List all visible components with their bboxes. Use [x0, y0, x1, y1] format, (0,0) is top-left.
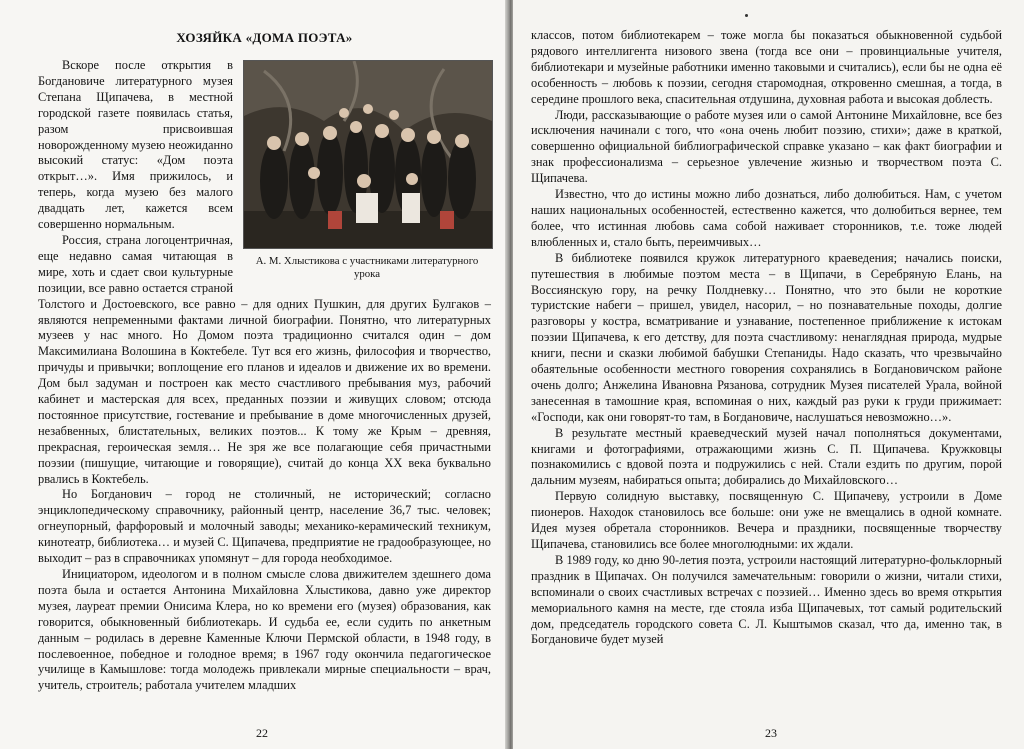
paragraph: В 1989 году, ко дню 90-летия поэта, устроили настоящий литературно-фольклорный праздник в Щипачах. Он получился замечательным: говорили о жизни, читали стихи, вспоминали о своих счастливых встречах с поэзией… Именно здесь во время открытия мемориального камня на месте, где стояла изба Щипачевых, тот самый родительский дом, председатель городского совета С. Л. Кыштымов сказал, что да, именно так, в Богдановиче будет музей [531, 552, 1002, 647]
paragraph: В библиотеке появился кружок литературного краеведения; начались поиски, путешествия в любимые поэтом места – в Щипачи, в Серебряную Елань, на Воссиянскую гору, на речку Полдневку… Понятно, что это были не короткие туристские набеги – пришел, увидел, насорил, – но познавательные походы, долгие разговоры у костра, всматривание и узнавание, постепенное приближение к истокам поэзии Щипачева, к его детству, для поэта счастливому: ненаглядная природа, мудрые книги, песни и сказки любимой бабушки Степаниды. Надо сказать, что чрезвычайно обаятельные особенности местного говорения сохранялись в Богдановичском районе очень долго; Анжелина Ивановна Рязанова, сотрудник Музея писателей Урала, войной занесенная в тамошние края, вспоминая о них, каждый раз руки к груди прижимает: «Господи, как они говорят-то там, в Богдановиче, наслушаться невозможно…». [531, 250, 1002, 424]
paragraph: Люди, рассказывающие о работе музея или о самой Антонине Михайловне, все без исключения начинали с того, что «она очень любит поэзию, стихи»; даже в краткой, совершенно официальной библиографической справке указано – как факт биографии и знак профессионализма – серьезное увлечение жизнью и творчеством поэта С. Щипачева. [531, 107, 1002, 186]
right-page [513, 0, 1024, 749]
right-page-text [531, 28, 1002, 648]
paragraph: Вскоре после открытия в Богдановиче литературного музея Степана Щипачева, в местной городской газете появилась статья, разом присвоившая новорожденному музею неожиданно высокий статус: «Дом поэта открыт…». Имя прижилось, и теперь, когда музею без малого двадцать лет, кажется всем совершенно нормальным. [38, 58, 233, 232]
paragraph: Известно, что до истины можно либо дознаться, либо долюбиться. Нам, с учетом наших национальных особенностей, естественно кажется, что долюбиться вернее, тем более, что истинная любовь сама собой наживает сторонников, т.е. тоже людей влюбленных и, стало быть, переимчивых… [531, 187, 1002, 249]
page-number: 23 [765, 726, 777, 740]
page-number: 22 [256, 726, 268, 740]
print-speck [745, 14, 748, 17]
paragraph: Но Богданович – город не столичный, не исторический; согласно энциклопедическому справочнику, районный центр, население 36,7 тыс. человек; огнеупорный, фарфоровый и молочный заводы; механико-керамический техникум, кинотеатр, библиотека… и музей С. Щипачева, предприятие не градообразующее, но выходит – раз в справочниках упомянут – для города необходимое. [38, 487, 491, 566]
paragraph: Первую солидную выставку, посвященную С. Щипачеву, устроили в Доме пионеров. Находок становилось все больше: они уже не вмещались в одной комнате. Идея музея обретала сторонников. Вечера и праздники, посвященные творчеству Щипачева, становились все более многолюдными: их ждали. [531, 489, 1002, 551]
group-photo [243, 60, 493, 249]
photo-caption: А. М. Хлыстикова с участниками литературного урока [255, 255, 479, 280]
photo-figure [243, 60, 491, 281]
paragraph: классов, потом библиотекарем – тоже могла бы показаться обыкновенной судьбой рядового интеллигента низового звена (тогда все они – провинциальные учителя, библиотекари и музейные работники именно таковыми и считались), если бы не одна её особенность – любовь к поэзии, сегодня старомодная, откровенно смешная, а тогда, в середине прошлого века, спасительная отдушина, духовная работа и высокая доблесть. [531, 28, 1002, 106]
paragraph: Россия, страна логоцентричная, еще недавно самая читающая в мире, хоть и сдает свои культурные позиции, все равно остается страной Толстого и Достоевского, все равно – для одних Пушкин, для других Булгаков – являются непременными фактами личной биографии. Понятно, что литературных музеев у нас много. Но Домом поэта традиционно считался один – дом Максимилиана Волошина в Коктебеле. Тут вся его жизнь, философия и творчество, причуды и привычки; воплощение его планов и идеалов и движение их во времени. Дом был задуман и построен как место счастливого пребывания муз, рабочий кабинет и мастерская для всех, преданных поэзии и живущих словом; отсюда постоянное присутствие, гостевание и пребывание в доме многочисленных друзей, незабвенных, блистательных, великих поэтов... К тому же Крым – древняя, прекрасная, героическая земля… Не зря же все полагающие себя причастными поэзии (пишущие, читающие и говорящие), считай до конца XX века буквально рвались в Коктебель. [38, 232, 491, 486]
article-title: ХОЗЯЙКА «ДОМА ПОЭТА» [176, 30, 353, 45]
paragraph: Инициатором, идеологом и в полном смысле слова движителем здешнего дома поэта была и остается Антонина Михайловна Хлыстикова, давно уже директор музея, лауреат премии Онисима Клера, но ко времени его (музея) образования, как говорится, обыкновенный библиотекарь. И судьба ее, если судить по анкетным данным – родилась в деревне Каменные Ключи Пермской области, в 1948 году, в послевоенное, победное и голодное время; в 1967 году окончила педагогическое училище в Камышлове: тогда молодежь привлекали мирные специальности – врач, учитель, строитель; работала учителем младших [38, 567, 491, 693]
left-page-text [38, 58, 491, 694]
paragraph: В результате местный краеведческий музей начал пополняться документами, книгами и фотографиями, отражающими жизнь С. П. Щипачева. Кружковцы познакомились с вдовой поэта и подружились с ней. Стали ездить по другим, порой дальним музеям, набираться опыта; добирались до Михайловского… [531, 425, 1002, 488]
left-page [0, 0, 507, 749]
